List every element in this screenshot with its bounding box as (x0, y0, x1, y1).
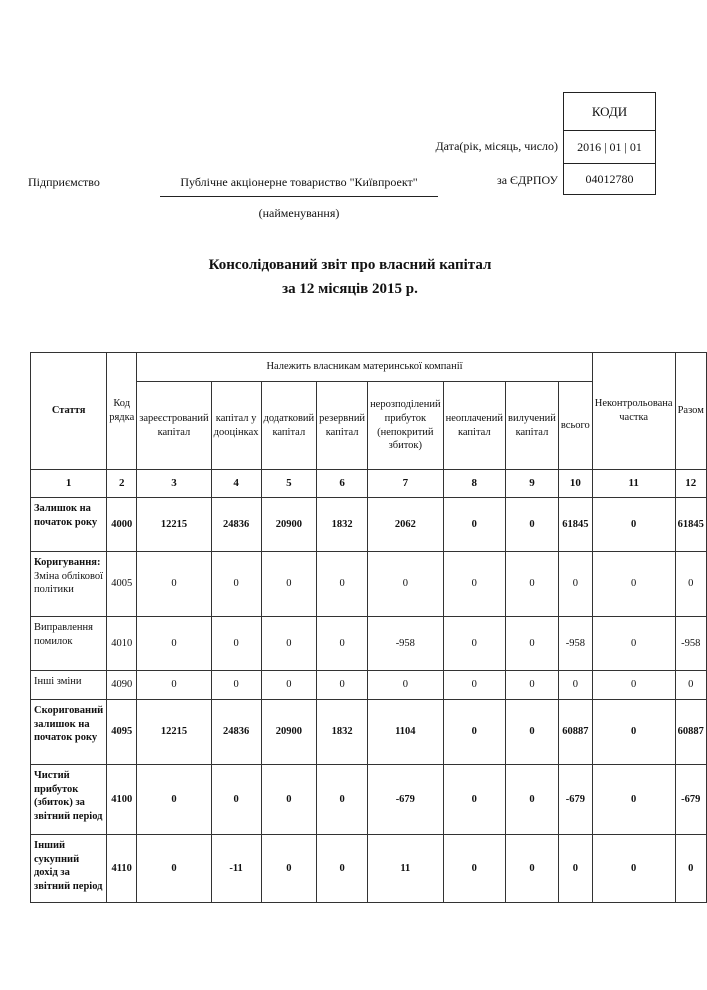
cell-value: 12215 (137, 498, 211, 552)
header-group: Належить власникам материнської компанії (137, 353, 593, 382)
cell-value: 0 (443, 498, 505, 552)
cell-value: 0 (317, 552, 368, 617)
cell-value: 0 (506, 835, 559, 903)
cell-value: 0 (368, 671, 444, 700)
cell-value: 61845 (675, 498, 706, 552)
cell-value: 0 (592, 498, 675, 552)
cell-value: -958 (558, 617, 592, 671)
cell-value: 0 (443, 552, 505, 617)
cell-value: -679 (558, 765, 592, 835)
cell-value: 0 (592, 765, 675, 835)
header-noncontrolling: Неконтрольована частка (592, 353, 675, 470)
row-article (31, 552, 107, 617)
cell-value: 0 (261, 671, 317, 700)
cell-value: 11 (368, 835, 444, 903)
col-number: 3 (137, 470, 211, 498)
table-row (31, 671, 707, 700)
col-number: 8 (443, 470, 505, 498)
enterprise-underline (160, 196, 438, 197)
cell-value: 0 (368, 552, 444, 617)
cell-value: 0 (443, 700, 505, 765)
cell-value: 0 (592, 617, 675, 671)
report-title: Консолідований звіт про власний капітал (208, 257, 492, 273)
cell-value: -679 (368, 765, 444, 835)
cell-value: 0 (675, 552, 706, 617)
cell-value: 60887 (558, 700, 592, 765)
cell-value: 1104 (368, 700, 444, 765)
row-code: 4010 (107, 617, 137, 671)
cell-value: 20900 (261, 498, 317, 552)
cell-value: 0 (211, 671, 261, 700)
row-article: Скоригований залишок на початок року (31, 700, 107, 765)
cell-value: -958 (368, 617, 444, 671)
cell-value: 0 (506, 671, 559, 700)
cell-value: 0 (558, 552, 592, 617)
enterprise-caption: (найменування) (258, 206, 340, 220)
col-number: 12 (675, 470, 706, 498)
cell-value: 0 (317, 835, 368, 903)
cell-value: 60887 (675, 700, 706, 765)
header-all: всього (558, 382, 592, 470)
cell-value: 0 (137, 617, 211, 671)
date-value: 2016 | 01 | 01 (564, 131, 656, 164)
row-code: 4100 (107, 765, 137, 835)
col-number: 10 (558, 470, 592, 498)
col-number: 11 (592, 470, 675, 498)
row-article: Інший сукупний дохід за звітний період (31, 835, 107, 903)
cell-value: 0 (592, 835, 675, 903)
col-number: 1 (31, 470, 107, 498)
col-number: 6 (317, 470, 368, 498)
cell-value: 0 (506, 700, 559, 765)
cell-value: 0 (675, 835, 706, 903)
codes-header: КОДИ (564, 93, 656, 131)
enterprise-label: Підприємство (28, 175, 100, 189)
cell-value: 0 (506, 617, 559, 671)
col-number: 4 (211, 470, 261, 498)
header-total: Разом (675, 353, 706, 470)
cell-value: 1832 (317, 498, 368, 552)
col-number: 7 (368, 470, 444, 498)
cell-value: 1832 (317, 700, 368, 765)
cell-value: 0 (211, 617, 261, 671)
table-row (31, 765, 707, 835)
row-article-heading: Коригування: (34, 557, 101, 568)
cell-value: 12215 (137, 700, 211, 765)
date-label: Дата(рік, місяць, число) (435, 139, 558, 153)
cell-value: -11 (211, 835, 261, 903)
cell-value: 0 (317, 617, 368, 671)
codes-box (563, 92, 656, 195)
cell-value: 0 (137, 671, 211, 700)
header-additional-capital: додатковий капітал (261, 382, 317, 470)
row-code: 4090 (107, 671, 137, 700)
table-row (31, 552, 707, 617)
cell-value: 0 (592, 552, 675, 617)
edrpou-value: 04012780 (564, 164, 656, 195)
cell-value: 0 (675, 671, 706, 700)
col-number: 9 (506, 470, 559, 498)
col-number: 2 (107, 470, 137, 498)
header-revaluation-capital: капітал у дооцінках (211, 382, 261, 470)
cell-value: 0 (506, 552, 559, 617)
header-reserve-capital: резервний капітал (317, 382, 368, 470)
header-registered-capital: зареєстрований капітал (137, 382, 211, 470)
cell-value: 0 (211, 552, 261, 617)
cell-value: 0 (261, 617, 317, 671)
cell-value: 0 (506, 498, 559, 552)
cell-value: 0 (317, 765, 368, 835)
cell-value: 0 (558, 671, 592, 700)
table-row (31, 498, 707, 552)
equity-table (30, 352, 707, 903)
cell-value: 20900 (261, 700, 317, 765)
row-article: Виправлення помилок (31, 617, 107, 671)
col-number: 5 (261, 470, 317, 498)
header-code: Код рядка (107, 353, 137, 470)
cell-value: 0 (443, 835, 505, 903)
header-retained-earnings: нерозподілений прибуток (непокритий збиток) (368, 382, 444, 470)
cell-value: 0 (137, 765, 211, 835)
cell-value: 0 (137, 835, 211, 903)
report-period: за 12 місяців 2015 р. (282, 281, 418, 297)
cell-value: 0 (506, 765, 559, 835)
cell-value: 0 (443, 765, 505, 835)
table-row (31, 700, 707, 765)
table-row (31, 835, 707, 903)
cell-value: 0 (261, 835, 317, 903)
cell-value: 0 (592, 671, 675, 700)
cell-value: 24836 (211, 498, 261, 552)
cell-value: 61845 (558, 498, 592, 552)
cell-value: 0 (443, 617, 505, 671)
cell-value: 0 (443, 671, 505, 700)
table-row (31, 617, 707, 671)
row-code: 4110 (107, 835, 137, 903)
row-article: Чистий прибуток (збиток) за звітний період (31, 765, 107, 835)
cell-value: 0 (261, 552, 317, 617)
cell-value: -679 (675, 765, 706, 835)
cell-value: 0 (317, 671, 368, 700)
enterprise-name: Публічне акціонерне товариство "Київпроект" (180, 175, 418, 189)
cell-value: 0 (261, 765, 317, 835)
row-code: 4095 (107, 700, 137, 765)
row-article-detail: Зміна облікової політики (34, 570, 104, 596)
row-article: Інші зміни (31, 671, 107, 700)
cell-value: 2062 (368, 498, 444, 552)
cell-value: 0 (211, 765, 261, 835)
edrpou-label: за ЄДРПОУ (496, 173, 558, 187)
cell-value: -958 (675, 617, 706, 671)
cell-value: 0 (558, 835, 592, 903)
header-article: Стаття (31, 353, 107, 470)
cell-value: 24836 (211, 700, 261, 765)
row-code: 4005 (107, 552, 137, 617)
header-withdrawn-capital: вилучений капітал (506, 382, 559, 470)
cell-value: 0 (592, 700, 675, 765)
cell-value: 0 (137, 552, 211, 617)
row-article: Залишок на початок року (31, 498, 107, 552)
row-code: 4000 (107, 498, 137, 552)
header-unpaid-capital: неоплачений капітал (443, 382, 505, 470)
